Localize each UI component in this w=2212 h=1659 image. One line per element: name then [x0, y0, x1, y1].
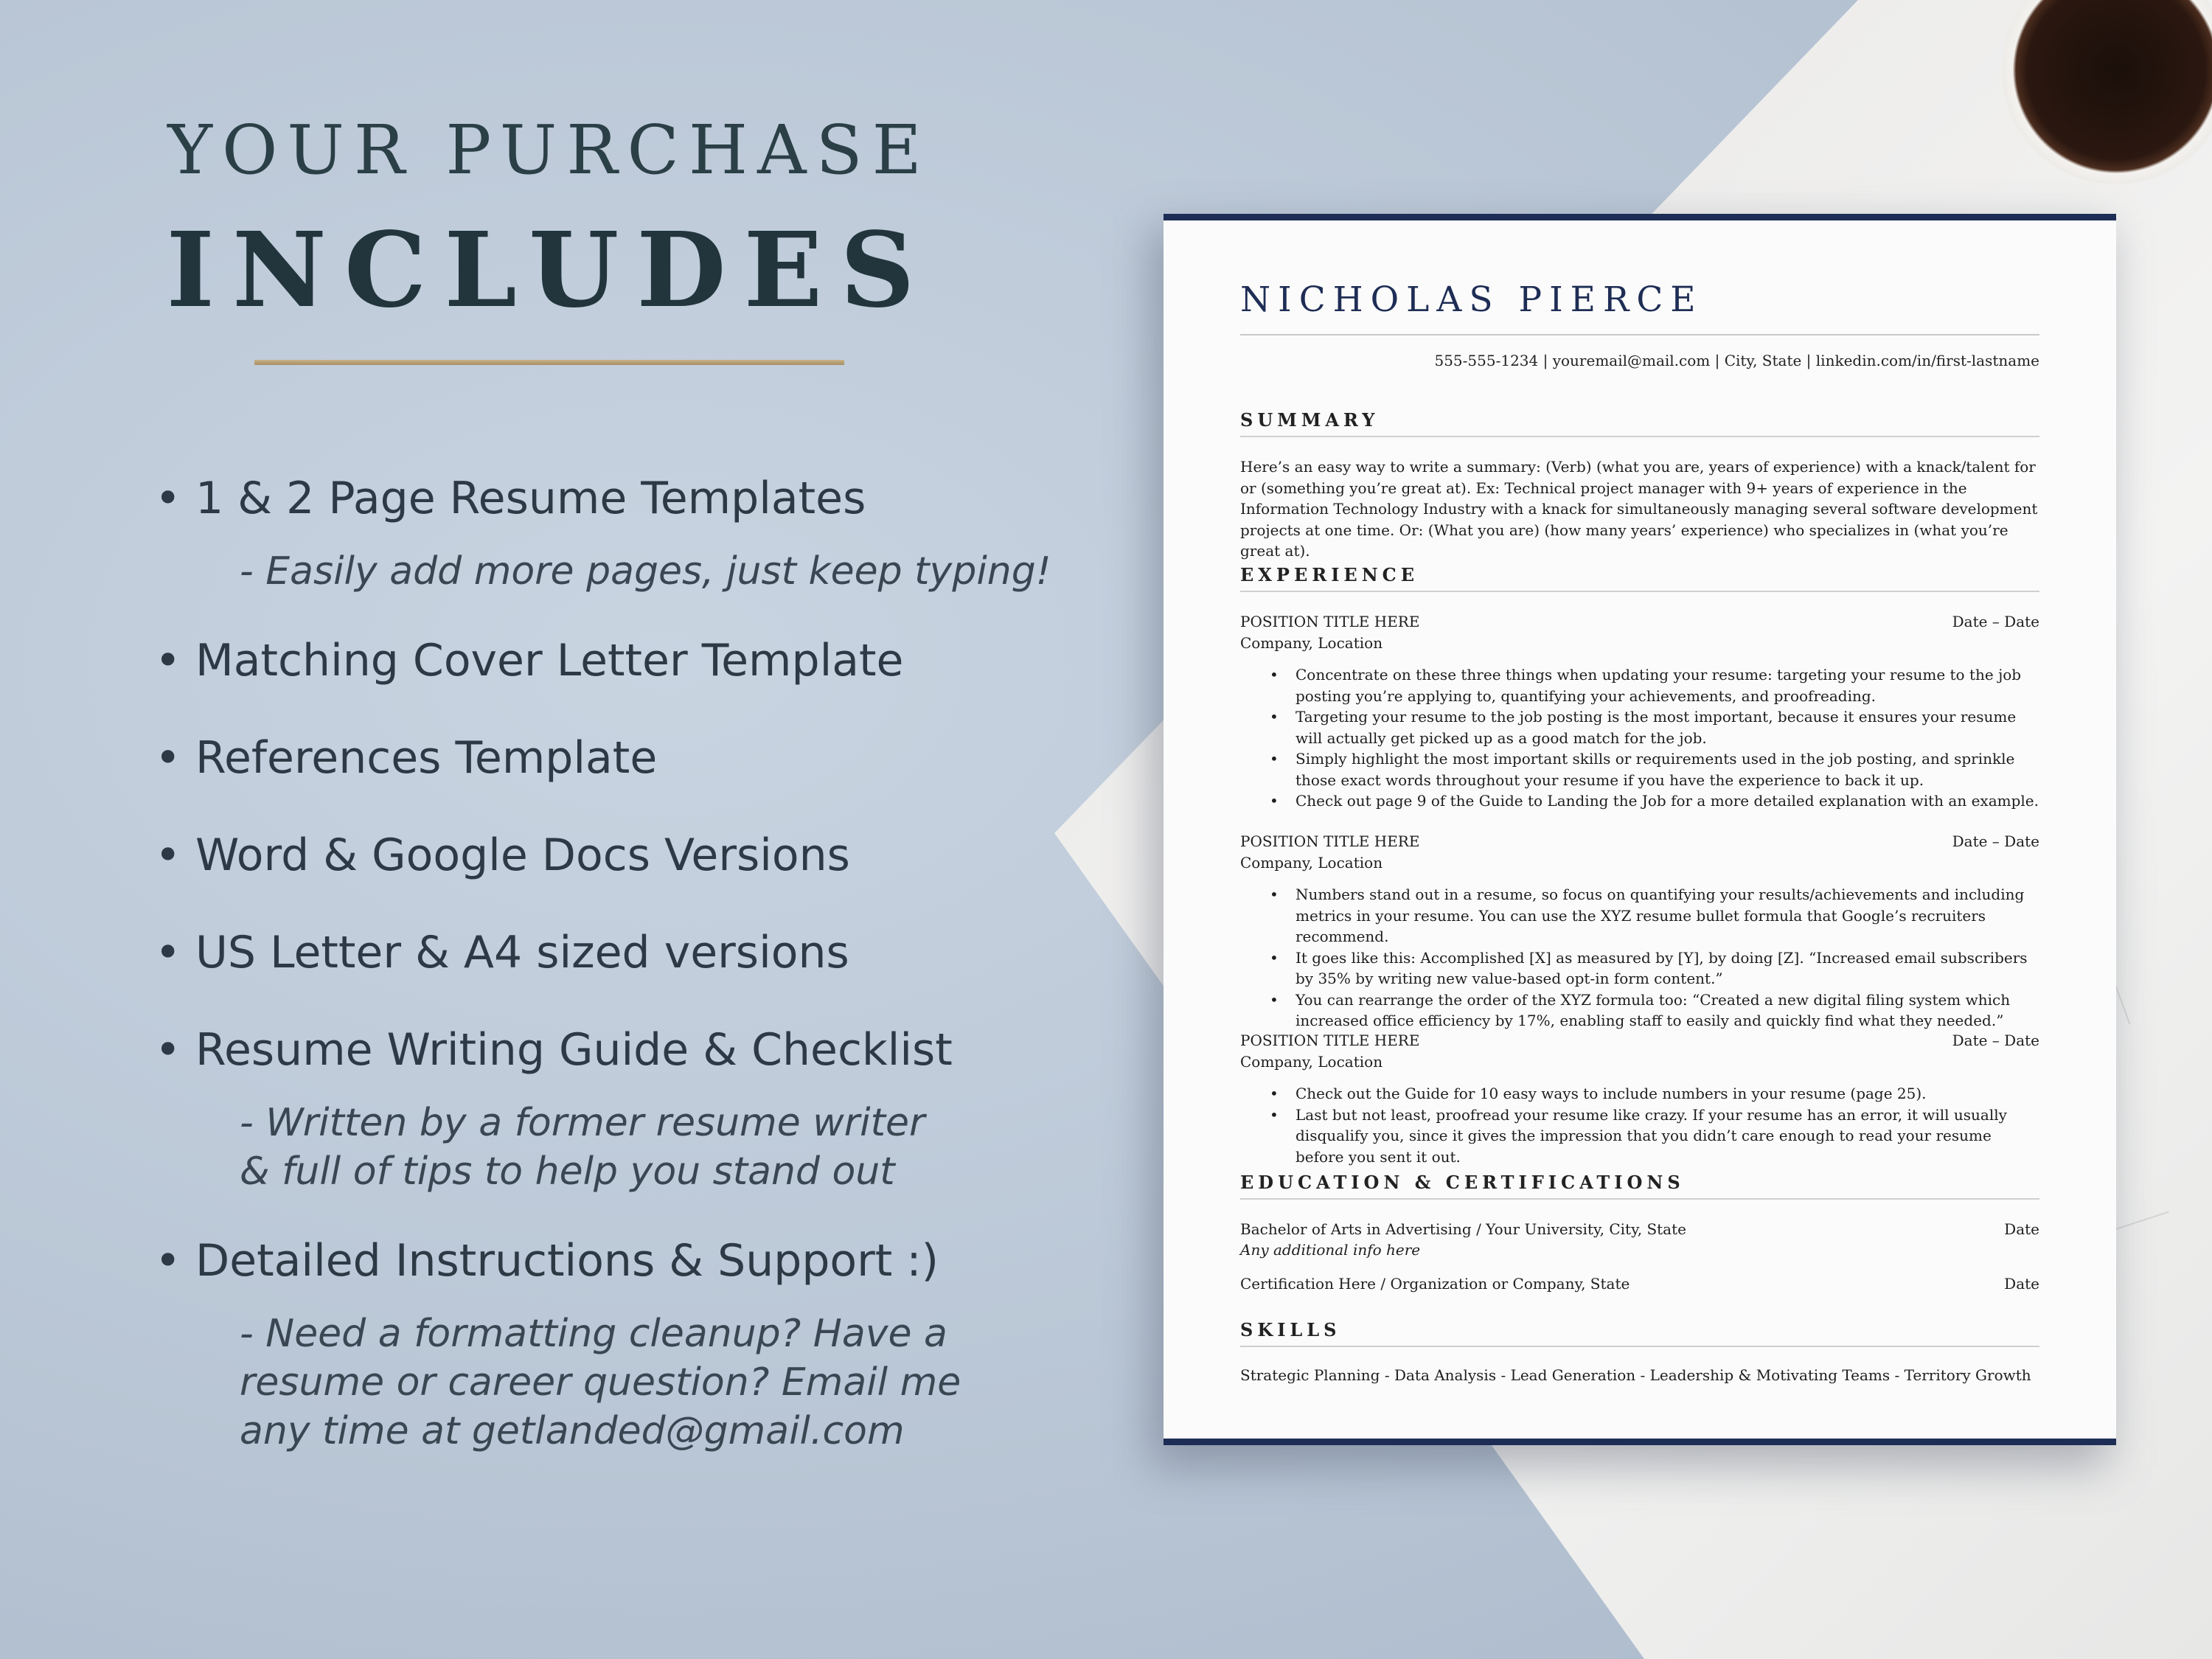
education-date: Date [2004, 1220, 2039, 1238]
bullet-item: • Targeting your resume to the job posting is the most important, because it ensures your resume will actually get picked up as a good match for the job. [1295, 706, 2040, 748]
summary-text: Here’s an easy way to write a summary: (Verb) (what you are, years of experience) with a knack/talent for or (something you’re great at). Ex: Technical project manager with 9+ years of experience in the Information Technology Industry with a knack for simultaneously managing several software development projects at one time. Or: (What you are) (how many years’ experience) who specializes in (what you’re great at). [1240, 458, 2038, 560]
job-header [1240, 1030, 2039, 1051]
job-title: POSITION TITLE HERE [1240, 832, 1420, 850]
feature-label: References Template [195, 732, 658, 784]
feature-label: Resume Writing Guide & Checklist [195, 1024, 953, 1076]
bullet-item: • You can rearrange the order of the XYZ formula too: “Created a new digital filing system which increased office efficiency by 17%, enabling staff to easily and quickly find what they needed.” [1295, 990, 2040, 1032]
divider [1240, 1346, 2039, 1347]
skills-text: Strategic Planning - Data Analysis - Lead Generation - Leadership & Motivating Teams - Territory Growth [1240, 1366, 2031, 1384]
job-bullets [1295, 1083, 2040, 1167]
education-date: Date [2004, 1275, 2039, 1293]
headline-line-2: INCLUDES [166, 210, 933, 331]
feature-label: Detailed Instructions & Support :) [195, 1235, 939, 1287]
feature-label: 1 & 2 Page Resume Templates [195, 473, 866, 524]
section-title-skills: SKILLS [1240, 1319, 1341, 1340]
gold-divider [254, 360, 844, 365]
job-title: POSITION TITLE HERE [1240, 613, 1420, 630]
feature-note: - Easily add more pages, just keep typing! [240, 549, 1051, 594]
resume-document [1164, 214, 2116, 1445]
job-date: Date – Date [1952, 832, 2039, 850]
divider [1240, 334, 2039, 335]
bullet-item: • Concentrate on these three things when updating your resume: targeting your resume to the job posting you’re applying to, quantifying your achievements, and proofreading. [1295, 664, 2040, 706]
divider [1240, 591, 2039, 592]
education-entry [1240, 1219, 2039, 1240]
education-text: Bachelor of Arts in Advertising / Your University, City, State [1240, 1220, 1686, 1238]
divider [1240, 436, 2039, 437]
feature-item [155, 1234, 1069, 1455]
job-title: POSITION TITLE HERE [1240, 1032, 1420, 1049]
feature-item [155, 472, 1069, 596]
section-title-summary: SUMMARY [1240, 409, 1380, 431]
bullet-item: • Check out page 9 of the Guide to Landing the Job for a more detailed explanation with an example. [1295, 790, 2040, 812]
bullet-item: • It goes like this: Accomplished [X] as measured by [Y], by doing [Z]. “Increased email subscribers by 35% by writing new value-based opt-in form content.” [1295, 947, 2040, 990]
bullet-item: • Last but not least, proofread your resume like crazy. If your resume has an error, it will usually disqualify you, since it gives the impression that you didn’t care enough to read your resume before you sent it out. [1295, 1105, 2040, 1168]
bullet-item: • Check out the Guide for 10 easy ways to include numbers in your resume (page 25). [1295, 1083, 2040, 1105]
feature-note: - Written by a former resume writer & full of tips to help you stand out [240, 1101, 925, 1194]
feature-item [155, 1023, 1069, 1196]
education-note: Any additional info here [1240, 1241, 1421, 1259]
bullet-item: • Simply highlight the most important skills or requirements used in the job posting, and sprinkle those exact words throughout your resume if you have the experience to back it up. [1295, 748, 2040, 790]
contact-line: 555-555-1234 | youremail@mail.com | City, State | linkedin.com/in/first-lastname [1434, 352, 2039, 369]
feature-label: US Letter & A4 sized versions [195, 927, 849, 978]
job-header [1240, 831, 2039, 852]
feature-label: Matching Cover Letter Template [195, 635, 904, 686]
job-bullets [1295, 664, 2040, 812]
job-date: Date – Date [1952, 1032, 2039, 1049]
feature-item [155, 731, 1069, 785]
divider [1240, 1198, 2039, 1200]
section-title-experience: EXPERIENCE [1240, 564, 1419, 585]
feature-item [155, 829, 1069, 882]
job-company: Company, Location [1240, 634, 1383, 652]
feature-item [155, 634, 1069, 687]
resume-name: NICHOLAS PIERCE [1240, 279, 1703, 320]
job-header [1240, 611, 2039, 633]
section-title-education: EDUCATION & CERTIFICATIONS [1240, 1172, 1685, 1193]
education-entry [1240, 1273, 2039, 1295]
job-bullets [1295, 884, 2040, 1032]
education-text: Certification Here / Organization or Company, State [1240, 1275, 1630, 1293]
headline-line-1: YOUR PURCHASE [167, 111, 931, 189]
job-company: Company, Location [1240, 854, 1383, 872]
job-date: Date – Date [1952, 613, 2039, 630]
feature-label: Word & Google Docs Versions [195, 830, 850, 881]
job-company: Company, Location [1240, 1053, 1383, 1071]
feature-item [155, 926, 1069, 979]
feature-list [155, 472, 1069, 1494]
bullet-item: • Numbers stand out in a resume, so focus on quantifying your results/achievements and including metrics in your resume. You can use the XYZ resume bullet formula that Google’s recruiters recommend. [1295, 884, 2040, 947]
feature-note: - Need a formatting cleanup? Have a resume or career question? Email me any time at getlanded@gmail.com [240, 1312, 961, 1453]
